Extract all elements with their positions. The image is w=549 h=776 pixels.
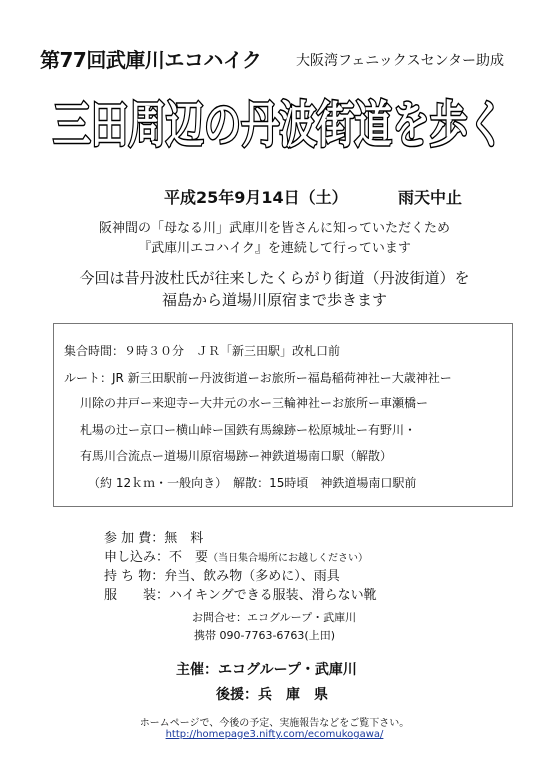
route-line-4: 有馬川合流点ー道場川原宿場跡ー神鉄道場南口駅（解散）: [80, 449, 393, 463]
contact-label: お問合せ：エコグループ・武庫川: [192, 611, 357, 624]
page-title: 三田周辺の丹波街道を歩く: [53, 96, 505, 154]
intro-line-1: 阪神間の「母なる川」武庫川を皆さんに知っていただくため: [98, 221, 450, 236]
items-line: 持 ち 物：弁当、飲み物（多めに）、雨具: [104, 569, 340, 584]
rain-cancel-note: 雨天中止: [398, 188, 463, 207]
distance-dismissal: （約 12ｋｍ・一般向き） 解散：15時頃 神鉄道場南口駅前: [88, 476, 417, 490]
application-note: （当日集合場所にお越しください）: [208, 553, 369, 564]
supporter: 後援：兵 庫 県: [216, 687, 328, 703]
application-text: 申し込み：不 要: [104, 550, 209, 565]
title-banner: [44, 78, 514, 162]
details-box: [53, 323, 513, 507]
route-line-1: ルート：JR 新三田駅前ー丹波街道ーお旅所ー福島稲荷神社ー大歳神社ー: [64, 371, 452, 385]
meeting-time: 集合時間：９時３０分 ＪＲ「新三田駅」改札口前: [64, 344, 341, 358]
clothing-line: 服 装：ハイキングできる服装、滑らない靴: [104, 588, 377, 603]
application-line: [104, 546, 368, 565]
lead-line-1: 今回は昔丹波杜氏が往来したくらがり街道（丹波街道）を: [79, 269, 470, 287]
event-number: 第77回武庫川エコハイク: [40, 48, 262, 72]
intro-line-2: 『武庫川エコハイク』を連続して行っています: [138, 241, 411, 256]
contact-phone: 携帯 090-7763-6763(上田): [194, 629, 336, 642]
lead-line-2: 福島から道場川原宿まで歩きます: [161, 291, 387, 309]
event-date: 平成25年9月14日（土）: [164, 188, 348, 207]
homepage-link[interactable]: http://homepage3.nifty.com/ecomukogawa/: [165, 729, 384, 740]
grant-note: 大阪湾フェニックスセンター助成: [296, 53, 505, 69]
route-line-3: 札場の辻ー京口ー横山峠ー国鉄有馬線跡ー松原城址ー有野川・: [80, 423, 417, 437]
fee-line: 参 加 費：無 料: [104, 531, 204, 546]
route-line-2: 川除の井戸ー来迎寺ー大井元の水ー三輪神社ーお旅所ー車瀬橋ー: [80, 396, 429, 410]
organizer: 主催：エコグループ・武庫川: [176, 662, 357, 678]
homepage-note: ホームページで、今後の予定、実施報告などをご覧下さい。: [139, 718, 410, 729]
